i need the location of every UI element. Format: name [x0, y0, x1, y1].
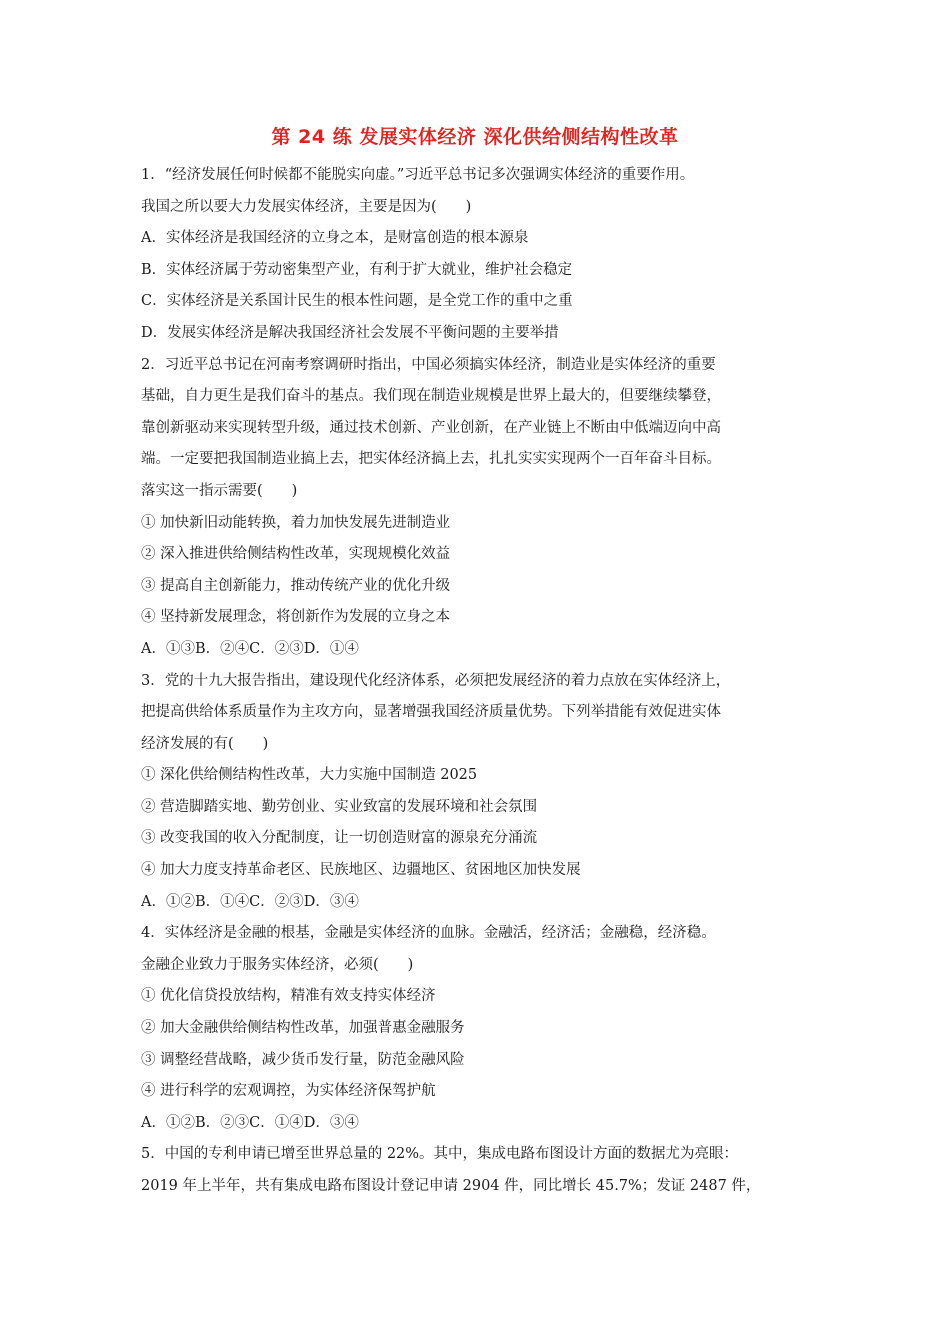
- text-line: ④ 加大力度支持革命老区、民族地区、边疆地区、贫困地区加快发展: [141, 862, 581, 879]
- text-line: A．①②B．①④C．②③D．③④: [141, 893, 359, 910]
- text-line: D．发展实体经济是解决我国经济社会发展不平衡问题的主要举措: [141, 324, 559, 341]
- text-line: 把提高供给体系质量作为主攻方向，显著增强我国经济质量优势。下列举措能有效促进实体: [141, 704, 721, 721]
- text-line: ② 加大金融供给侧结构性改革，加强普惠金融服务: [141, 1020, 465, 1037]
- text-line: 基础，自力更生是我们奋斗的基点。我们现在制造业规模是世界上最大的，但要继续攀登，: [141, 388, 721, 405]
- text-line: 1．“经济发展任何时候都不能脱实向虚。”习近平总书记多次强调实体经济的重要作用。: [141, 167, 695, 183]
- text-line: 落实这一指示需要( ): [141, 482, 298, 499]
- text-line: ② 深入推进供给侧结构性改革，实现规模化效益: [141, 546, 451, 563]
- text-line: 4．实体经济是金融的根基，金融是实体经济的血脉。金融活，经济活；金融稳，经济稳。: [141, 925, 716, 942]
- text-line: 我国之所以要大力发展实体经济，主要是因为( ): [141, 198, 472, 215]
- text-line: ③ 提高自主创新能力，推动传统产业的优化升级: [141, 577, 451, 594]
- text-line: ② 营造脚踏实地、勤劳创业、实业致富的发展环境和社会氛围: [141, 798, 538, 815]
- text-line: 5．中国的专利申请已增至世界总量的 22%。其中，集成电路布图设计方面的数据尤为亮眼：: [141, 1146, 739, 1163]
- text-line: 2．习近平总书记在河南考察调研时指出，中国必须搞实体经济，制造业是实体经济的重要: [141, 356, 716, 373]
- text-line: ① 深化供给侧结构性改革，大力实施中国制造 2025: [141, 767, 478, 784]
- text-line: ① 优化信贷投放结构，精准有效支持实体经济: [141, 988, 436, 1005]
- text-line: 靠创新驱动来实现转型升级，通过技术创新、产业创新，在产业链上不断由中低端迈向中高: [141, 419, 721, 436]
- text-line: ④ 进行科学的宏观调控，为实体经济保驾护航: [141, 1083, 436, 1100]
- text-line: C．实体经济是关系国计民生的根本性问题，是全党工作的重中之重: [141, 293, 573, 310]
- text-line: ① 加快新旧动能转换，着力加快发展先进制造业: [141, 514, 451, 531]
- text-line: A．①③B．②④C．②③D．①④: [141, 640, 359, 657]
- text-line: 端。一定要把我国制造业搞上去，把实体经济搞上去，扎扎实实实现两个一百年奋斗目标。: [141, 451, 721, 468]
- text-line: 金融企业致力于服务实体经济，必须( ): [141, 956, 414, 973]
- text-line: ③ 调整经营战略，减少货币发行量，防范金融风险: [141, 1051, 465, 1068]
- text-line: B．实体经济属于劳动密集型产业，有利于扩大就业，维护社会稳定: [141, 261, 573, 278]
- text-line: 3．党的十九大报告指出，建设现代化经济体系，必须把发展经济的着力点放在实体经济上，: [141, 672, 731, 689]
- text-line: A．①②B．②③C．①④D．③④: [141, 1114, 359, 1131]
- text-line: 经济发展的有( ): [141, 735, 269, 752]
- text-line: 2019 年上半年，共有集成电路布图设计登记申请 2904 件，同比增长 45.7%；发证 2487 件，: [141, 1178, 761, 1194]
- text-line: ④ 坚持新发展理念，将创新作为发展的立身之本: [141, 609, 451, 626]
- text-line: ③ 改变我国的收入分配制度，让一切创造财富的源泉充分涌流: [141, 830, 538, 847]
- page-title: 第 24 练 发展实体经济 深化供给侧结构性改革: [271, 126, 679, 148]
- document-body: [141, 160, 831, 1203]
- text-line: A．实体经济是我国经济的立身之本，是财富创造的根本源泉: [141, 230, 529, 247]
